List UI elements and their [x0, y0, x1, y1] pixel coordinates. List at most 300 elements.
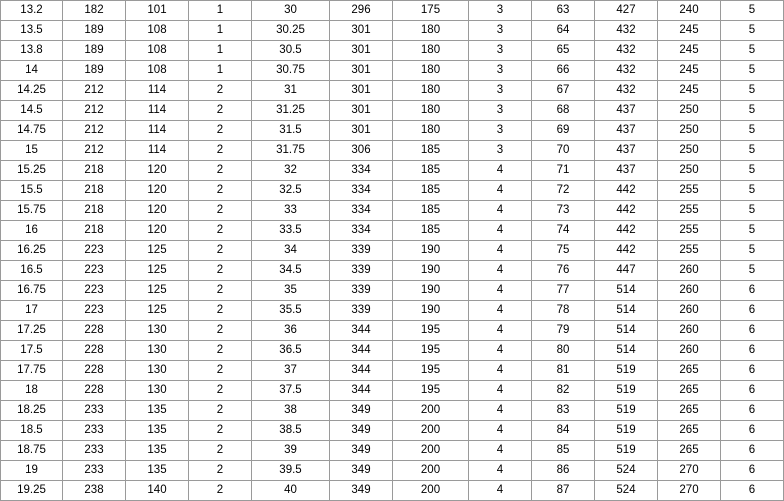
table-cell: 1	[189, 41, 252, 61]
table-row	[1, 281, 784, 301]
table-cell: 180	[393, 81, 469, 101]
table-cell: 432	[595, 61, 658, 81]
table-cell: 135	[126, 421, 189, 441]
table-cell: 6	[721, 341, 784, 361]
table-cell: 2	[189, 141, 252, 161]
table-cell: 16.25	[1, 241, 63, 261]
table-row	[1, 81, 784, 101]
table-cell: 265	[658, 381, 721, 401]
table-cell: 31	[252, 81, 330, 101]
table-cell: 344	[330, 381, 393, 401]
table-cell: 2	[189, 421, 252, 441]
table-cell: 38	[252, 401, 330, 421]
table-cell: 130	[126, 321, 189, 341]
table-cell: 36	[252, 321, 330, 341]
table-cell: 2	[189, 281, 252, 301]
table-cell: 4	[469, 421, 532, 441]
table-cell: 265	[658, 441, 721, 461]
table-cell: 125	[126, 261, 189, 281]
table-row	[1, 421, 784, 441]
table-cell: 73	[532, 201, 595, 221]
table-row	[1, 481, 784, 501]
table-cell: 5	[721, 201, 784, 221]
table-cell: 233	[63, 401, 126, 421]
table-cell: 6	[721, 361, 784, 381]
table-cell: 6	[721, 421, 784, 441]
table-cell: 265	[658, 421, 721, 441]
table-cell: 2	[189, 241, 252, 261]
table-cell: 245	[658, 21, 721, 41]
table-cell: 75	[532, 241, 595, 261]
table-cell: 4	[469, 481, 532, 501]
table-cell: 5	[721, 61, 784, 81]
table-cell: 185	[393, 221, 469, 241]
table-cell: 250	[658, 141, 721, 161]
table-cell: 437	[595, 161, 658, 181]
table-cell: 2	[189, 341, 252, 361]
table-cell: 135	[126, 461, 189, 481]
table-cell: 79	[532, 321, 595, 341]
table-cell: 228	[63, 361, 126, 381]
table-cell: 6	[721, 301, 784, 321]
table-cell: 223	[63, 281, 126, 301]
table-cell: 78	[532, 301, 595, 321]
table-cell: 212	[63, 81, 126, 101]
table-row	[1, 221, 784, 241]
table-cell: 6	[721, 461, 784, 481]
table-cell: 114	[126, 121, 189, 141]
table-cell: 432	[595, 21, 658, 41]
table-cell: 344	[330, 341, 393, 361]
table-cell: 189	[63, 21, 126, 41]
table-cell: 218	[63, 181, 126, 201]
table-cell: 270	[658, 481, 721, 501]
table-cell: 140	[126, 481, 189, 501]
table-cell: 74	[532, 221, 595, 241]
table-cell: 200	[393, 481, 469, 501]
table-cell: 301	[330, 41, 393, 61]
table-cell: 1	[189, 61, 252, 81]
table-cell: 15.75	[1, 201, 63, 221]
table-cell: 120	[126, 161, 189, 181]
table-cell: 260	[658, 281, 721, 301]
table-cell: 185	[393, 141, 469, 161]
table-cell: 85	[532, 441, 595, 461]
table-cell: 72	[532, 181, 595, 201]
table-row	[1, 141, 784, 161]
table-row	[1, 441, 784, 461]
table-cell: 218	[63, 201, 126, 221]
table-cell: 13.8	[1, 41, 63, 61]
table-cell: 108	[126, 21, 189, 41]
table-cell: 190	[393, 301, 469, 321]
table-cell: 2	[189, 441, 252, 461]
table-row	[1, 101, 784, 121]
table-cell: 260	[658, 321, 721, 341]
table-cell: 2	[189, 181, 252, 201]
table-cell: 4	[469, 261, 532, 281]
table-cell: 195	[393, 341, 469, 361]
table-cell: 31.25	[252, 101, 330, 121]
table-cell: 4	[469, 361, 532, 381]
table-cell: 120	[126, 221, 189, 241]
table-cell: 83	[532, 401, 595, 421]
table-cell: 1	[189, 1, 252, 21]
table-cell: 4	[469, 281, 532, 301]
table-cell: 265	[658, 401, 721, 421]
table-cell: 223	[63, 261, 126, 281]
table-cell: 260	[658, 261, 721, 281]
table-cell: 18.25	[1, 401, 63, 421]
table-cell: 120	[126, 201, 189, 221]
table-cell: 255	[658, 241, 721, 261]
table-cell: 2	[189, 121, 252, 141]
table-cell: 334	[330, 201, 393, 221]
table-cell: 17.25	[1, 321, 63, 341]
table-cell: 68	[532, 101, 595, 121]
table-cell: 180	[393, 121, 469, 141]
table-cell: 86	[532, 461, 595, 481]
table-cell: 349	[330, 401, 393, 421]
table-cell: 301	[330, 121, 393, 141]
table-cell: 2	[189, 261, 252, 281]
table-cell: 15.25	[1, 161, 63, 181]
table-cell: 442	[595, 241, 658, 261]
table-cell: 13.2	[1, 1, 63, 21]
table-cell: 3	[469, 41, 532, 61]
table-cell: 34	[252, 241, 330, 261]
table-cell: 2	[189, 481, 252, 501]
table-cell: 5	[721, 101, 784, 121]
table-cell: 76	[532, 261, 595, 281]
table-cell: 4	[469, 241, 532, 261]
table-cell: 339	[330, 301, 393, 321]
table-cell: 125	[126, 281, 189, 301]
table-cell: 514	[595, 341, 658, 361]
table-cell: 223	[63, 301, 126, 321]
table-cell: 2	[189, 361, 252, 381]
table-cell: 5	[721, 21, 784, 41]
table-cell: 427	[595, 1, 658, 21]
table-cell: 30.25	[252, 21, 330, 41]
table-cell: 5	[721, 141, 784, 161]
table-cell: 339	[330, 261, 393, 281]
table-cell: 31.75	[252, 141, 330, 161]
table-cell: 2	[189, 161, 252, 181]
table-cell: 135	[126, 401, 189, 421]
table-row	[1, 461, 784, 481]
table-row	[1, 21, 784, 41]
table-cell: 301	[330, 81, 393, 101]
table-row	[1, 301, 784, 321]
table-cell: 81	[532, 361, 595, 381]
table-cell: 339	[330, 241, 393, 261]
table-cell: 334	[330, 181, 393, 201]
table-cell: 5	[721, 41, 784, 61]
table-cell: 3	[469, 101, 532, 121]
table-cell: 6	[721, 381, 784, 401]
table-cell: 228	[63, 341, 126, 361]
table-cell: 6	[721, 441, 784, 461]
table-cell: 233	[63, 461, 126, 481]
table-cell: 69	[532, 121, 595, 141]
table-cell: 245	[658, 81, 721, 101]
table-cell: 101	[126, 1, 189, 21]
table-cell: 30.5	[252, 41, 330, 61]
table-cell: 18	[1, 381, 63, 401]
table-cell: 17.75	[1, 361, 63, 381]
table-cell: 240	[658, 1, 721, 21]
table-cell: 33.5	[252, 221, 330, 241]
table-row	[1, 121, 784, 141]
table-row	[1, 381, 784, 401]
table-cell: 233	[63, 421, 126, 441]
table-row	[1, 401, 784, 421]
table-cell: 250	[658, 121, 721, 141]
table-cell: 519	[595, 401, 658, 421]
table-cell: 228	[63, 321, 126, 341]
table-cell: 65	[532, 41, 595, 61]
table-cell: 33	[252, 201, 330, 221]
table-cell: 4	[469, 441, 532, 461]
table-cell: 14.75	[1, 121, 63, 141]
table-cell: 3	[469, 21, 532, 41]
table-cell: 437	[595, 141, 658, 161]
table-cell: 180	[393, 41, 469, 61]
table-cell: 339	[330, 281, 393, 301]
table-cell: 2	[189, 321, 252, 341]
table-cell: 6	[721, 481, 784, 501]
table-row	[1, 261, 784, 281]
table-cell: 114	[126, 141, 189, 161]
table-cell: 260	[658, 341, 721, 361]
table-cell: 82	[532, 381, 595, 401]
table-cell: 255	[658, 181, 721, 201]
table-cell: 18.5	[1, 421, 63, 441]
table-cell: 255	[658, 201, 721, 221]
table-cell: 4	[469, 341, 532, 361]
table-cell: 349	[330, 481, 393, 501]
table-row	[1, 41, 784, 61]
table-cell: 200	[393, 461, 469, 481]
table-cell: 5	[721, 121, 784, 141]
table-cell: 301	[330, 101, 393, 121]
table-cell: 442	[595, 181, 658, 201]
table-cell: 5	[721, 261, 784, 281]
table-cell: 30.75	[252, 61, 330, 81]
table-cell: 108	[126, 61, 189, 81]
table-row	[1, 1, 784, 21]
table-cell: 189	[63, 61, 126, 81]
table-cell: 108	[126, 41, 189, 61]
table-cell: 135	[126, 441, 189, 461]
table-cell: 4	[469, 221, 532, 241]
table-cell: 39.5	[252, 461, 330, 481]
table-cell: 30	[252, 1, 330, 21]
table-cell: 2	[189, 101, 252, 121]
table-cell: 125	[126, 241, 189, 261]
table-cell: 334	[330, 221, 393, 241]
table-cell: 31.5	[252, 121, 330, 141]
table-cell: 250	[658, 101, 721, 121]
table-cell: 200	[393, 401, 469, 421]
table-cell: 32.5	[252, 181, 330, 201]
table-cell: 3	[469, 121, 532, 141]
table-cell: 218	[63, 161, 126, 181]
table-cell: 14.5	[1, 101, 63, 121]
table-cell: 19.25	[1, 481, 63, 501]
table-cell: 120	[126, 181, 189, 201]
table-row	[1, 161, 784, 181]
table-cell: 437	[595, 121, 658, 141]
table-row	[1, 181, 784, 201]
table-cell: 16	[1, 221, 63, 241]
table-cell: 32	[252, 161, 330, 181]
table-cell: 189	[63, 41, 126, 61]
table-cell: 4	[469, 201, 532, 221]
table-cell: 185	[393, 201, 469, 221]
table-cell: 180	[393, 21, 469, 41]
table-cell: 519	[595, 381, 658, 401]
table-cell: 6	[721, 401, 784, 421]
table-cell: 200	[393, 421, 469, 441]
table-cell: 306	[330, 141, 393, 161]
table-cell: 6	[721, 321, 784, 341]
table-cell: 212	[63, 121, 126, 141]
table-cell: 195	[393, 381, 469, 401]
table-cell: 87	[532, 481, 595, 501]
table-cell: 524	[595, 461, 658, 481]
table-cell: 3	[469, 61, 532, 81]
table-cell: 18.75	[1, 441, 63, 461]
table-cell: 35.5	[252, 301, 330, 321]
table-cell: 180	[393, 101, 469, 121]
table-cell: 432	[595, 81, 658, 101]
table-cell: 5	[721, 221, 784, 241]
table-cell: 2	[189, 221, 252, 241]
table-cell: 3	[469, 1, 532, 21]
table-cell: 447	[595, 261, 658, 281]
table-cell: 36.5	[252, 341, 330, 361]
table-cell: 67	[532, 81, 595, 101]
table-cell: 38.5	[252, 421, 330, 441]
table-cell: 238	[63, 481, 126, 501]
table-cell: 255	[658, 221, 721, 241]
table-cell: 2	[189, 401, 252, 421]
table-cell: 3	[469, 141, 532, 161]
table-cell: 14.25	[1, 81, 63, 101]
table-cell: 218	[63, 221, 126, 241]
table-cell: 190	[393, 261, 469, 281]
table-cell: 228	[63, 381, 126, 401]
table-cell: 80	[532, 341, 595, 361]
table-cell: 200	[393, 441, 469, 461]
table-cell: 4	[469, 321, 532, 341]
table-cell: 190	[393, 241, 469, 261]
table-cell: 70	[532, 141, 595, 161]
table-cell: 17.5	[1, 341, 63, 361]
table-cell: 13.5	[1, 21, 63, 41]
table-cell: 514	[595, 321, 658, 341]
table-cell: 130	[126, 361, 189, 381]
table-cell: 130	[126, 381, 189, 401]
table-cell: 349	[330, 461, 393, 481]
table-cell: 114	[126, 101, 189, 121]
table-cell: 2	[189, 301, 252, 321]
table-cell: 1	[189, 21, 252, 41]
table-row	[1, 341, 784, 361]
table-cell: 16.75	[1, 281, 63, 301]
table-row	[1, 241, 784, 261]
table-cell: 34.5	[252, 261, 330, 281]
table-cell: 2	[189, 81, 252, 101]
table-cell: 35	[252, 281, 330, 301]
table-cell: 40	[252, 481, 330, 501]
table-cell: 185	[393, 181, 469, 201]
table-cell: 39	[252, 441, 330, 461]
table-cell: 296	[330, 1, 393, 21]
table-row	[1, 361, 784, 381]
table-cell: 250	[658, 161, 721, 181]
table-cell: 5	[721, 181, 784, 201]
table-cell: 63	[532, 1, 595, 21]
table-cell: 182	[63, 1, 126, 21]
table-cell: 3	[469, 81, 532, 101]
table-cell: 334	[330, 161, 393, 181]
table-cell: 5	[721, 241, 784, 261]
table-cell: 77	[532, 281, 595, 301]
table-cell: 519	[595, 441, 658, 461]
table-cell: 432	[595, 41, 658, 61]
table-cell: 344	[330, 321, 393, 341]
table-cell: 190	[393, 281, 469, 301]
table-cell: 5	[721, 161, 784, 181]
table-cell: 114	[126, 81, 189, 101]
table-cell: 195	[393, 321, 469, 341]
table-row	[1, 61, 784, 81]
table-row	[1, 201, 784, 221]
table-cell: 66	[532, 61, 595, 81]
table-cell: 4	[469, 461, 532, 481]
table-cell: 64	[532, 21, 595, 41]
table-cell: 16.5	[1, 261, 63, 281]
table-cell: 175	[393, 1, 469, 21]
table-cell: 245	[658, 41, 721, 61]
table-cell: 14	[1, 61, 63, 81]
table-cell: 260	[658, 301, 721, 321]
table-cell: 2	[189, 461, 252, 481]
table-cell: 301	[330, 61, 393, 81]
table-cell: 84	[532, 421, 595, 441]
table-cell: 349	[330, 421, 393, 441]
table-cell: 37.5	[252, 381, 330, 401]
table-cell: 270	[658, 461, 721, 481]
table-cell: 125	[126, 301, 189, 321]
table-cell: 265	[658, 361, 721, 381]
table-cell: 19	[1, 461, 63, 481]
table-cell: 37	[252, 361, 330, 381]
table-cell: 5	[721, 1, 784, 21]
table-cell: 442	[595, 201, 658, 221]
table-cell: 437	[595, 101, 658, 121]
table-cell: 4	[469, 181, 532, 201]
table-cell: 71	[532, 161, 595, 181]
table-cell: 4	[469, 301, 532, 321]
table-cell: 2	[189, 381, 252, 401]
table-cell: 195	[393, 361, 469, 381]
table-cell: 524	[595, 481, 658, 501]
table-cell: 519	[595, 361, 658, 381]
